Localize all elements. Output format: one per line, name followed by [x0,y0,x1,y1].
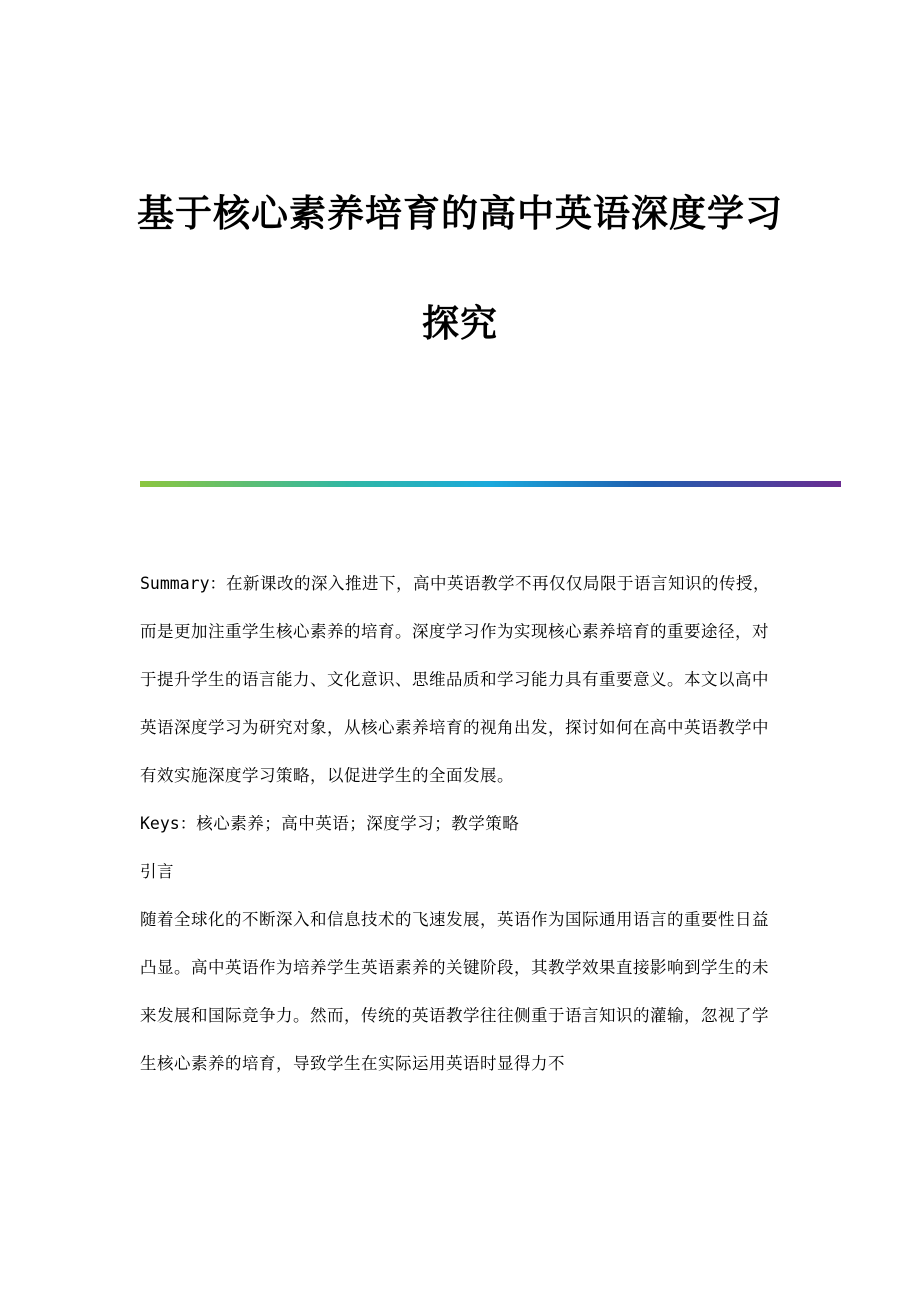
summary-paragraph [140,560,780,800]
summary-text: 在新课改的深入推进下，高中英语教学不再仅仅局限于语言知识的传授，而是更加注重学生核心素养的培育。深度学习作为实现核心素养培育的重要途径，对于提升学生的语言能力、文化意识、思维品质和学习能力具有重要意义。本文以高中英语深度学习为研究对象，从核心素养培育的视角出发，探讨如何在高中英语教学中有效实施深度学习策略，以促进学生的全面发展。 [140,574,771,785]
keys-text: 核心素养；高中英语；深度学习；教学策略 [196,814,520,833]
keys-label: Keys： [140,814,197,833]
document-body [140,560,780,1088]
title-block [80,185,840,351]
keys-paragraph [140,800,780,848]
summary-label: Summary： [140,574,227,593]
intro-paragraph: 随着全球化的不断深入和信息技术的飞速发展，英语作为国际通用语言的重要性日益凸显。高中英语作为培养学生英语素养的关键阶段，其教学效果直接影响到学生的未来发展和国际竞争力。然而，传统的英语教学往往侧重于语言知识的灌输，忽视了学生核心素养的培育，导致学生在实际运用英语时显得力不 [140,910,769,1073]
document-title-line-1: 基于核心素养培育的高中英语深度学习 [137,191,783,235]
document-title-line-2: 探究 [422,301,498,345]
gradient-divider [140,481,841,487]
intro-heading: 引言 [140,862,174,881]
